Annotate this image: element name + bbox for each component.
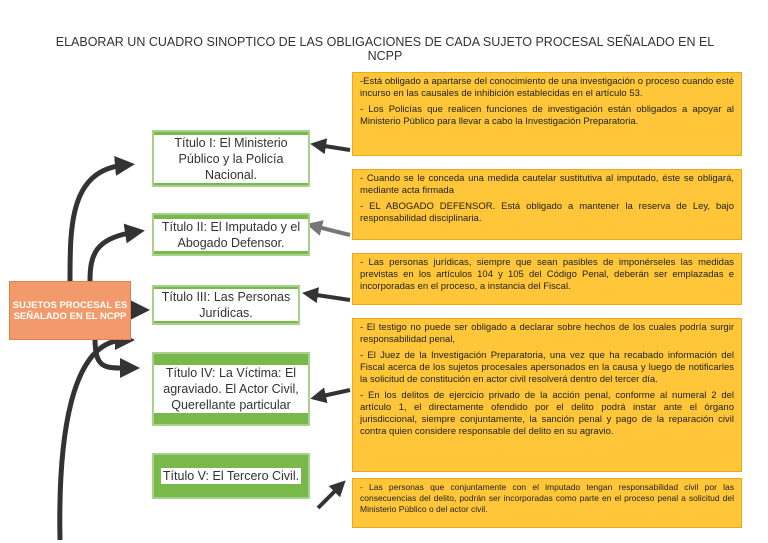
- obligacion-text: -Está obligado a apartarse del conocimiento de una investigación o proceso cuando esté incurso en las causales de inhibición establecidas en el artículo 53.: [360, 76, 734, 99]
- root-label: SUJETOS PROCESAL ES SEÑALADO EN EL NCPP: [12, 299, 128, 322]
- obligaciones-box-4: [352, 318, 742, 472]
- titulo-node-5: [152, 453, 310, 499]
- titulo-label-3: Título III: Las Personas Jurídicas.: [154, 289, 298, 321]
- obligacion-text: - En los delitos de ejercicio privado de la acción penal, conforme al numeral 2 del artículo 1, el directamente ofendido por el delito podrá instar ante el órgano jurisdiccional, siempre conjuntamente, la sanción penal y pago de la reparación civil contra quien considere responsable del delito en su agravio.: [360, 390, 734, 437]
- obligaciones-box-1: [352, 72, 742, 156]
- arrow-ob5: [318, 486, 340, 508]
- titulo-label-2: Título II: El Imputado y el Abogado Defensor.: [154, 219, 308, 251]
- titulo-label-4: Título IV: La Víctima: El agraviado. El Actor Civil, Querellante particular: [154, 365, 308, 413]
- obligacion-text: - El Juez de la Investigación Preparatoria, una vez que ha recabado información del Fiscal acerca de los sujetos procesales apersonados en la causa y luego de notificarles la solicitud de constitución en actor civil resolverá dentro del tercer día.: [360, 350, 734, 385]
- arrow-ob2: [314, 226, 350, 235]
- curve-arrow-t2: [90, 232, 135, 281]
- titulo-node-3: [152, 285, 300, 325]
- obligacion-text: - El testigo no puede ser obligado a declarar sobre hechos de los cuales podría surgir responsabilidad penal,: [360, 322, 734, 345]
- titulo-label-1: Título I: El Ministerio Público y la Policía Nacional.: [154, 135, 308, 183]
- obligacion-text: - Cuando se le conceda una medida cautelar sustitutiva al imputado, éste se obligará, mediante acta firmada: [360, 173, 734, 196]
- titulo-node-4: [152, 352, 310, 426]
- obligacion-text: - Las personas que conjuntamente con el imputado tengan responsabilidad civil por las consecuencias del delito, podrán ser incorporadas como parte en el proceso penal a solicitud del Ministerio Público o del actor civil.: [360, 482, 734, 514]
- obligaciones-box-5: [352, 478, 742, 528]
- titulo-label-5: Título V: El Tercero Civil.: [162, 469, 300, 483]
- obligacion-text: - Las personas jurídicas, siempre que sean pasibles de imponérseles las medidas previstas en los artículos 104 y 105 del Código Penal, deberán ser emplazadas e incorporadas en el proceso, a instancia del Fiscal.: [360, 257, 734, 292]
- obligacion-text: - EL ABOGADO DEFENSOR. Está obligado a mantener la reserva de Ley, bajo responsabilidad disciplinaria.: [360, 201, 734, 224]
- root-node: [9, 281, 131, 340]
- titulo-node-1: [152, 130, 310, 187]
- arrow-ob1: [318, 145, 350, 150]
- obligaciones-box-3: [352, 253, 742, 305]
- titulo-node-2: [152, 213, 310, 256]
- obligaciones-box-2: [352, 169, 742, 240]
- curve-arrow-t1: [70, 165, 125, 281]
- page-title: ELABORAR UN CUADRO SINOPTICO DE LAS OBLIGACIONES DE CADA SUJETO PROCESAL SEÑALADO EN EL NCPP: [55, 35, 715, 63]
- obligacion-text: - Los Policías que realicen funciones de investigación están obligados a apoyar al Ministerio Público para llevar a cabo la Investigación Preparatoria.: [360, 104, 734, 127]
- arrow-ob4: [318, 390, 350, 397]
- arrow-ob3: [310, 294, 350, 300]
